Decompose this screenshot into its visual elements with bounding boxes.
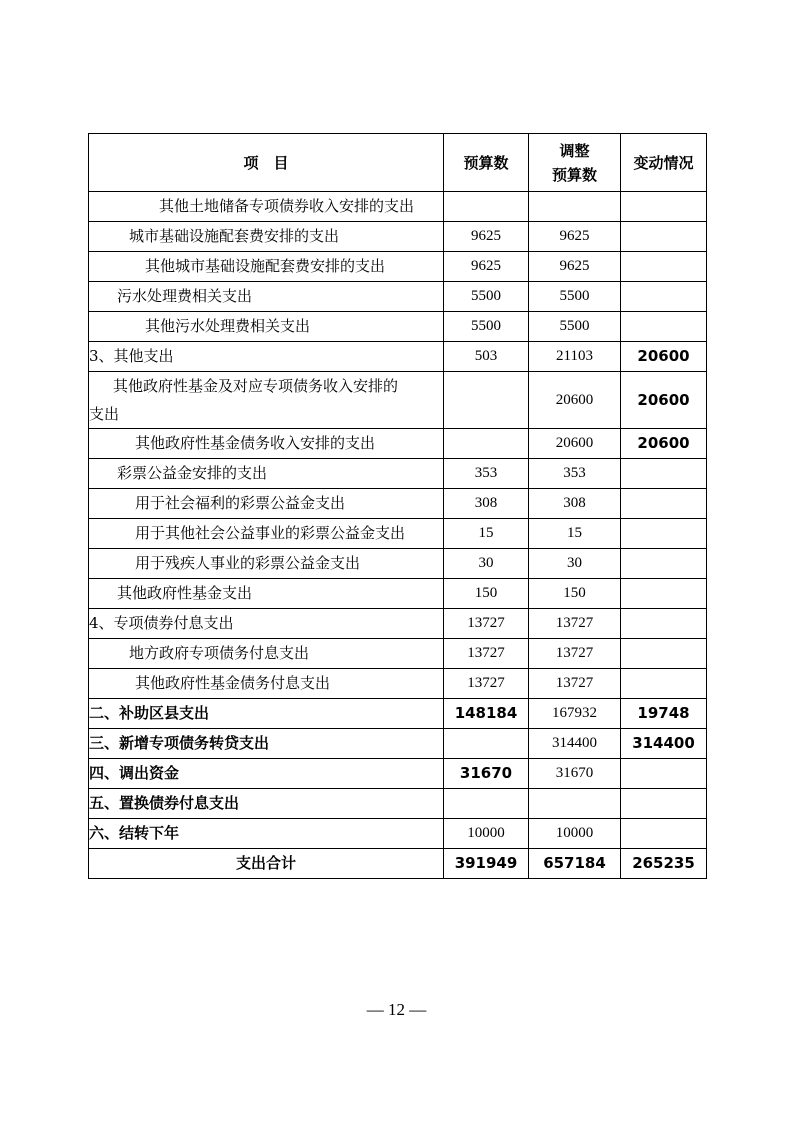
row-name: 二、补助区县支出 <box>89 699 444 729</box>
header-budget: 预算数 <box>444 134 529 192</box>
row-adjusted <box>529 789 621 819</box>
row-change <box>621 669 707 699</box>
table-row <box>89 282 707 312</box>
row-adjusted: 5500 <box>529 282 621 312</box>
row-name: 用于残疾人事业的彩票公益金支出 <box>89 549 444 579</box>
table-row <box>89 429 707 459</box>
row-change <box>621 579 707 609</box>
row-change <box>621 549 707 579</box>
row-change: 314400 <box>621 729 707 759</box>
row-change <box>621 609 707 639</box>
header-row <box>89 134 707 192</box>
row-name: 3、其他支出 <box>89 342 444 372</box>
row-budget: 5500 <box>444 312 529 342</box>
row-name: 其他政府性基金支出 <box>89 579 444 609</box>
table-row <box>89 489 707 519</box>
header-change: 变动情况 <box>621 134 707 192</box>
table-row <box>89 579 707 609</box>
row-change <box>621 459 707 489</box>
row-budget: 31670 <box>444 759 529 789</box>
total-adjusted: 657184 <box>529 849 621 879</box>
total-change: 265235 <box>621 849 707 879</box>
table-row <box>89 519 707 549</box>
row-name: 4、专项债券付息支出 <box>89 609 444 639</box>
total-budget: 391949 <box>444 849 529 879</box>
row-change: 20600 <box>621 372 707 429</box>
table-row <box>89 699 707 729</box>
table-row <box>89 669 707 699</box>
header-item: 项 目 <box>89 134 444 192</box>
row-name: 彩票公益金安排的支出 <box>89 459 444 489</box>
row-name: 三、新增专项债务转贷支出 <box>89 729 444 759</box>
row-budget: 9625 <box>444 222 529 252</box>
row-budget: 308 <box>444 489 529 519</box>
row-budget: 353 <box>444 459 529 489</box>
row-change <box>621 789 707 819</box>
row-name: 其他政府性基金及对应专项债务收入安排的 支出 <box>89 372 444 429</box>
row-change: 20600 <box>621 429 707 459</box>
table-row <box>89 342 707 372</box>
row-adjusted: 150 <box>529 579 621 609</box>
row-change <box>621 489 707 519</box>
row-adjusted: 31670 <box>529 759 621 789</box>
row-adjusted: 9625 <box>529 252 621 282</box>
row-budget: 9625 <box>444 252 529 282</box>
budget-table <box>88 133 707 879</box>
row-name: 六、结转下年 <box>89 819 444 849</box>
row-adjusted: 30 <box>529 549 621 579</box>
row-budget: 13727 <box>444 609 529 639</box>
row-budget: 5500 <box>444 282 529 312</box>
table-row <box>89 639 707 669</box>
row-name: 用于社会福利的彩票公益金支出 <box>89 489 444 519</box>
row-budget: 15 <box>444 519 529 549</box>
row-adjusted: 353 <box>529 459 621 489</box>
row-budget <box>444 729 529 759</box>
row-name: 五、置换债券付息支出 <box>89 789 444 819</box>
row-change <box>621 819 707 849</box>
row-adjusted <box>529 192 621 222</box>
row-budget <box>444 789 529 819</box>
row-name: 其他政府性基金债务收入安排的支出 <box>89 429 444 459</box>
page-number: — 12 — <box>366 1000 427 1019</box>
row-budget <box>444 372 529 429</box>
row-adjusted: 167932 <box>529 699 621 729</box>
row-change: 20600 <box>621 342 707 372</box>
row-change <box>621 519 707 549</box>
row-adjusted: 15 <box>529 519 621 549</box>
row-adjusted: 20600 <box>529 429 621 459</box>
row-change <box>621 222 707 252</box>
row-change <box>621 639 707 669</box>
table-row <box>89 372 707 429</box>
row-name: 其他土地储备专项债券收入安排的支出 <box>89 192 444 222</box>
table-row <box>89 819 707 849</box>
row-adjusted: 314400 <box>529 729 621 759</box>
table-row <box>89 609 707 639</box>
row-name: 其他城市基础设施配套费安排的支出 <box>89 252 444 282</box>
row-budget: 10000 <box>444 819 529 849</box>
row-budget <box>444 192 529 222</box>
row-adjusted: 5500 <box>529 312 621 342</box>
row-name: 其他政府性基金债务付息支出 <box>89 669 444 699</box>
total-row <box>89 849 707 879</box>
table-row <box>89 192 707 222</box>
row-change <box>621 312 707 342</box>
row-change: 19748 <box>621 699 707 729</box>
row-budget: 503 <box>444 342 529 372</box>
row-name: 地方政府专项债务付息支出 <box>89 639 444 669</box>
row-budget: 30 <box>444 549 529 579</box>
row-change <box>621 192 707 222</box>
table-row <box>89 759 707 789</box>
header-adjusted: 调整 预算数 <box>529 134 621 192</box>
row-adjusted: 10000 <box>529 819 621 849</box>
row-name: 其他污水处理费相关支出 <box>89 312 444 342</box>
row-adjusted: 21103 <box>529 342 621 372</box>
table-row <box>89 549 707 579</box>
row-change <box>621 759 707 789</box>
row-adjusted: 308 <box>529 489 621 519</box>
table-row <box>89 789 707 819</box>
row-change <box>621 252 707 282</box>
table-row <box>89 312 707 342</box>
table-row <box>89 252 707 282</box>
row-adjusted: 20600 <box>529 372 621 429</box>
row-adjusted: 9625 <box>529 222 621 252</box>
row-budget: 150 <box>444 579 529 609</box>
table-row <box>89 729 707 759</box>
row-name: 四、调出资金 <box>89 759 444 789</box>
row-name: 城市基础设施配套费安排的支出 <box>89 222 444 252</box>
row-name: 用于其他社会公益事业的彩票公益金支出 <box>89 519 444 549</box>
row-change <box>621 282 707 312</box>
row-budget: 13727 <box>444 669 529 699</box>
total-label: 支出合计 <box>89 849 444 879</box>
row-budget <box>444 429 529 459</box>
row-budget: 148184 <box>444 699 529 729</box>
table-row <box>89 222 707 252</box>
row-budget: 13727 <box>444 639 529 669</box>
row-name: 污水处理费相关支出 <box>89 282 444 312</box>
row-adjusted: 13727 <box>529 669 621 699</box>
row-adjusted: 13727 <box>529 609 621 639</box>
row-adjusted: 13727 <box>529 639 621 669</box>
table-row <box>89 459 707 489</box>
